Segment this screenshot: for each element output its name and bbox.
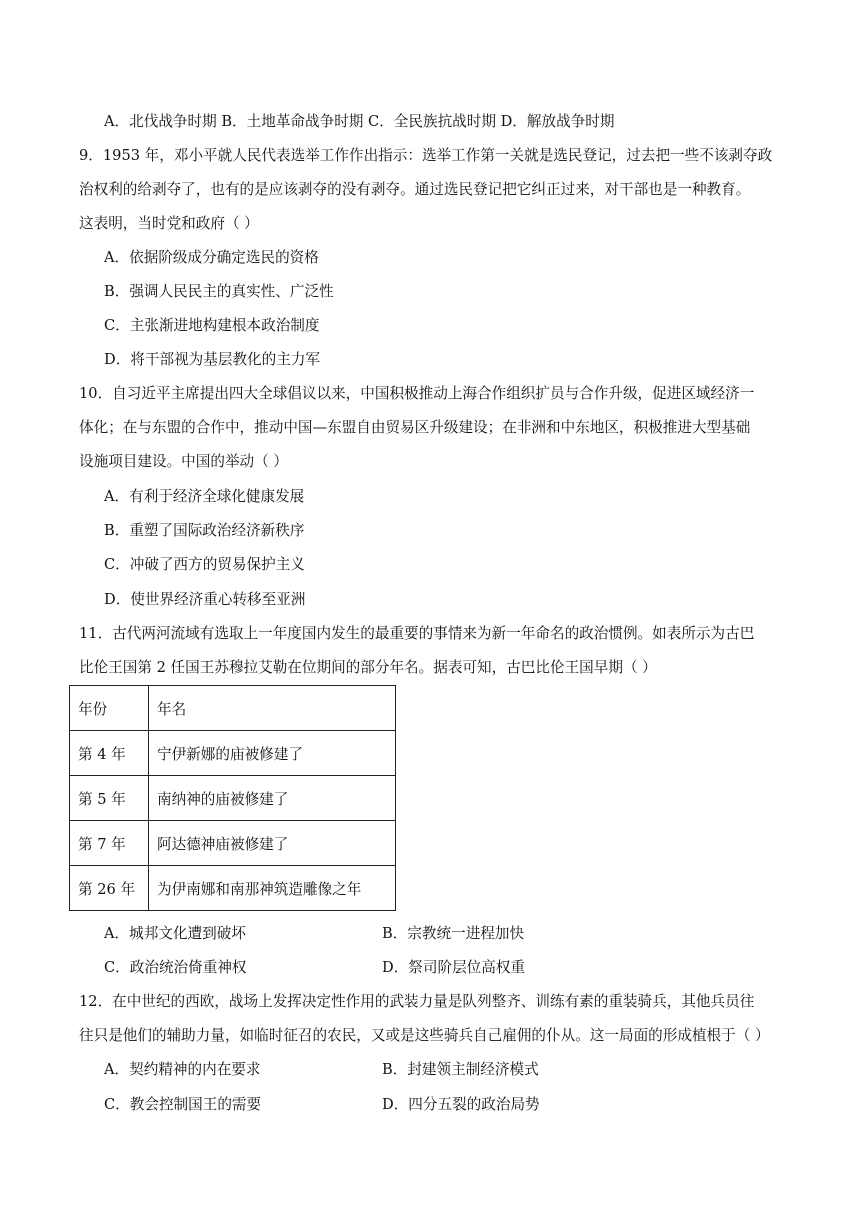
q11-option-a: A．城邦文化遭到破坏 — [104, 925, 246, 942]
q9-stem-line-1: 9．1953 年，邓小平就人民代表选举工作作出指示：选举工作第一关就是选民登记，过去把一些不该剥夺政 — [79, 147, 773, 164]
table-cell: 第 26 年 — [70, 866, 149, 911]
q8-options-line: A．北伐战争时期 B．土地革命战争时期 C．全民族抗战时期 D．解放战争时期 — [104, 113, 615, 130]
table-header-cell: 年名 — [149, 686, 396, 731]
table-cell: 第 7 年 — [70, 821, 149, 866]
q12-stem-line-2: 往只是他们的辅助力量，如临时征召的农民，又或是这些骑兵自己雇佣的仆从。这一局面的形成植根于（ ） — [79, 1027, 770, 1044]
q10-stem-line-2: 体化；在与东盟的合作中，推动中国—东盟自由贸易区升级建设；在非洲和中东地区，积极推进大型基础 — [79, 419, 751, 436]
q9-option-c: C．主张渐进地构建根本政治制度 — [104, 317, 320, 334]
year-names-table — [69, 685, 396, 911]
q9-option-a: A．依据阶级成分确定选民的资格 — [104, 249, 319, 266]
table-cell: 南纳神的庙被修建了 — [149, 776, 396, 821]
table-cell: 阿达德神庙被修建了 — [149, 821, 396, 866]
q9-option-d: D．将干部视为基层教化的主力军 — [104, 351, 321, 368]
q10-option-a: A．有利于经济全球化健康发展 — [104, 488, 305, 505]
table-row — [70, 866, 396, 911]
table-row — [70, 776, 396, 821]
table-row — [70, 821, 396, 866]
q12-option-b: B．封建领主制经济模式 — [382, 1061, 539, 1078]
q12-option-a: A．契约精神的内在要求 — [104, 1061, 261, 1078]
q12-option-c: C．教会控制国王的需要 — [104, 1096, 262, 1113]
q12-stem-line-1: 12．在中世纪的西欧，战场上发挥决定性作用的武装力量是队列整齐、训练有素的重装骑兵，其他兵员往 — [79, 993, 755, 1010]
table-cell: 为伊南娜和南那神筑造雕像之年 — [149, 866, 396, 911]
q9-stem-line-2: 治权利的给剥夺了，也有的是应该剥夺的没有剥夺。通过选民登记把它纠正过来，对干部也是一种教育。 — [79, 181, 751, 198]
q11-option-d: D．祭司阶层位高权重 — [382, 959, 526, 976]
q12-option-d: D．四分五裂的政治局势 — [382, 1096, 540, 1113]
table-cell: 第 5 年 — [70, 776, 149, 821]
table-row — [70, 731, 396, 776]
q9-stem-line-3: 这表明，当时党和政府（ ） — [79, 215, 259, 232]
q10-option-c: C．冲破了西方的贸易保护主义 — [104, 556, 305, 573]
q10-stem-line-3: 设施项目建设。中国的举动（ ） — [79, 453, 288, 470]
table-header-cell: 年份 — [70, 686, 149, 731]
q11-option-b: B．宗教统一进程加快 — [382, 925, 525, 942]
table-cell: 第 4 年 — [70, 731, 149, 776]
q11-stem-line-1: 11．古代两河流域有选取上一年度国内发生的最重要的事情来为新一年命名的政治惯例。如表所示为古巴 — [79, 625, 755, 642]
table-header-row — [70, 686, 396, 731]
q11-stem-line-2: 比伦王国第 2 任国王苏穆拉艾勒在位期间的部分年名。据表可知，古巴比伦王国早期（ ） — [79, 659, 657, 676]
q10-option-d: D．使世界经济重心转移至亚洲 — [104, 591, 306, 608]
q9-option-b: B．强调人民民主的真实性、广泛性 — [104, 283, 334, 300]
table-cell: 宁伊新娜的庙被修建了 — [149, 731, 396, 776]
q11-option-c: C．政治统治倚重神权 — [104, 959, 247, 976]
q10-option-b: B．重塑了国际政治经济新秩序 — [104, 522, 305, 539]
q10-stem-line-1: 10．自习近平主席提出四大全球倡议以来，中国积极推动上海合作组织扩员与合作升级，促进区域经济一 — [79, 385, 755, 402]
